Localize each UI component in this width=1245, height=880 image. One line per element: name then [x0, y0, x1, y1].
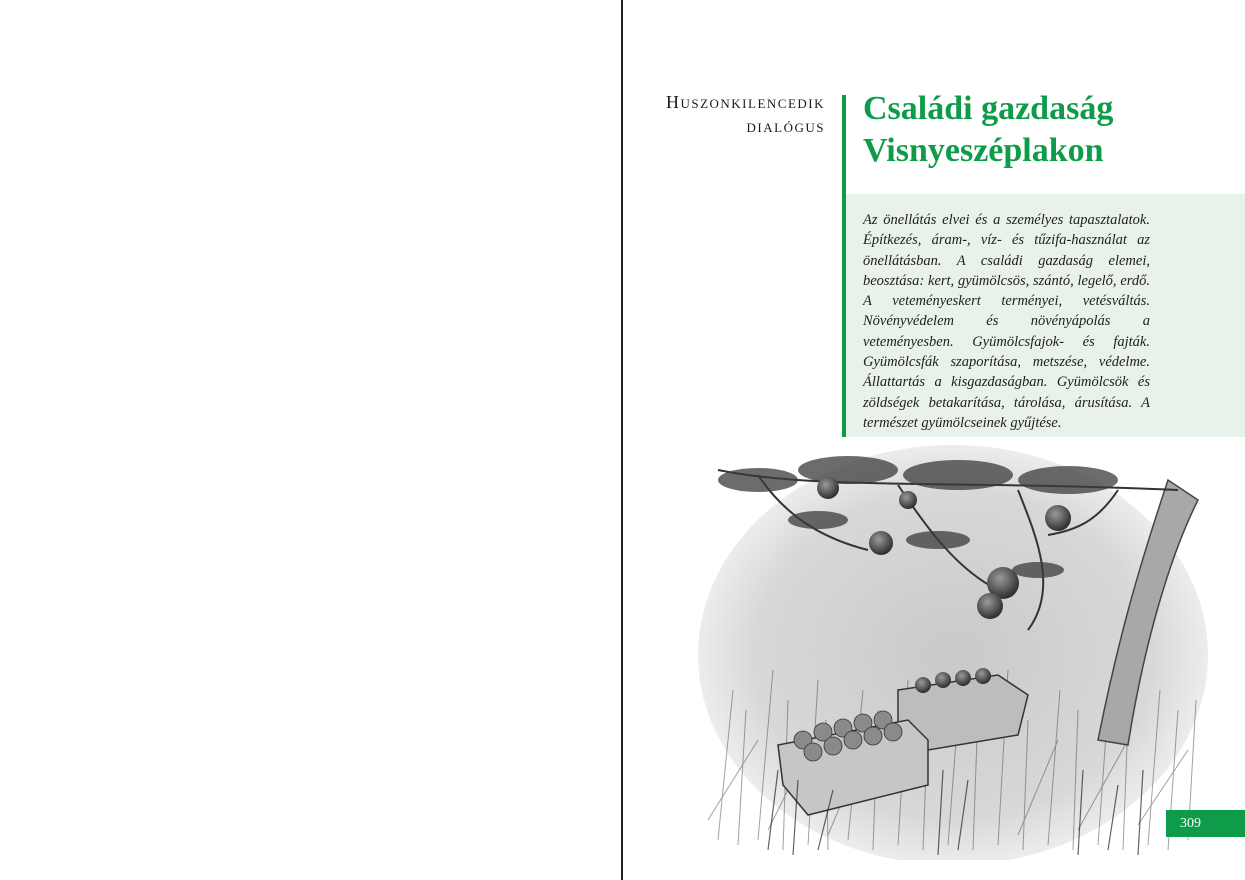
left-page-blank — [0, 0, 621, 880]
page-number-badge: 309 — [1166, 810, 1245, 837]
kicker-line-2: dialógus — [746, 116, 825, 136]
kicker-line-1: Huszonkilencedik — [665, 92, 825, 112]
right-page — [623, 0, 1245, 880]
title-line-2: Visnyeszéplakon — [863, 132, 1104, 169]
apple-tree-sketch-icon — [698, 440, 1208, 860]
summary-box — [846, 194, 1245, 437]
chapter-kicker — [625, 90, 825, 138]
title-line-1: Családi gazdaság — [863, 90, 1114, 127]
summary-text: Az önellátás elvei és a személyes tapasztalatok. Építkezés, áram-, víz- és tűzifa-használat az önellátásban. A családi gazdaság elemei, beosztása: kert, gyümölcsös, szántó, legelő, erdő. A veteményeskert terményei, vetésváltás. Növényvédelem és növényápolás a veteményesben. Gyümölcsfajok- és fajták. Gyümölcsfák szaporítása, metszése, védelme. Állattartás a kisgazdaságban. Gyümölcsök és zöldségek betakarítása, tárolása, árusítása. A természet gyümölcseinek gyűjtése. — [863, 212, 1150, 431]
chapter-title — [863, 88, 1223, 172]
